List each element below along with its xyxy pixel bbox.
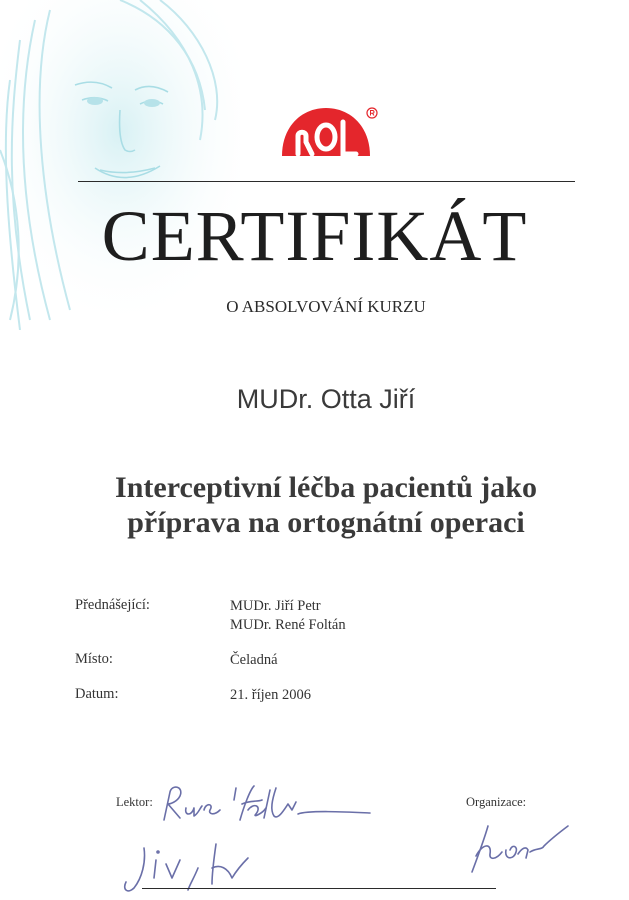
organizer-label: Organizace: — [466, 795, 527, 809]
lecturer-2: MUDr. René Foltán — [230, 617, 346, 633]
lecturer-1: MUDr. Jiří Petr — [230, 598, 321, 614]
place-label: Místo: — [75, 651, 113, 667]
lecturers-label: Přednášející: — [75, 597, 150, 613]
rol-logo-icon — [276, 104, 380, 162]
certificate-title: CERTIFIKÁT — [101, 196, 528, 276]
recipient-name: MUDr. Otta Jiří — [236, 384, 416, 414]
course-title-line-2: příprava na ortognátní operaci — [127, 506, 525, 539]
lector-label: Lektor: — [116, 795, 153, 809]
course-title-line-1: Interceptivní léčba pacientů jako — [115, 471, 537, 504]
organizer-signature-icon — [462, 820, 572, 880]
lector-signature-2-icon — [120, 838, 265, 898]
signature-line — [142, 888, 496, 889]
date-label: Datum: — [75, 686, 119, 702]
course-title — [0, 470, 629, 540]
lecturers-value — [230, 597, 346, 635]
certificate-subtitle: O ABSOLVOVÁNÍ KURZU — [226, 297, 426, 316]
lector-signature-1-icon — [158, 780, 373, 830]
top-divider — [78, 181, 575, 182]
date-value: 21. říjen 2006 — [230, 687, 311, 703]
woman-face-watermark-icon — [0, 0, 240, 330]
place-value: Čeladná — [230, 652, 278, 668]
